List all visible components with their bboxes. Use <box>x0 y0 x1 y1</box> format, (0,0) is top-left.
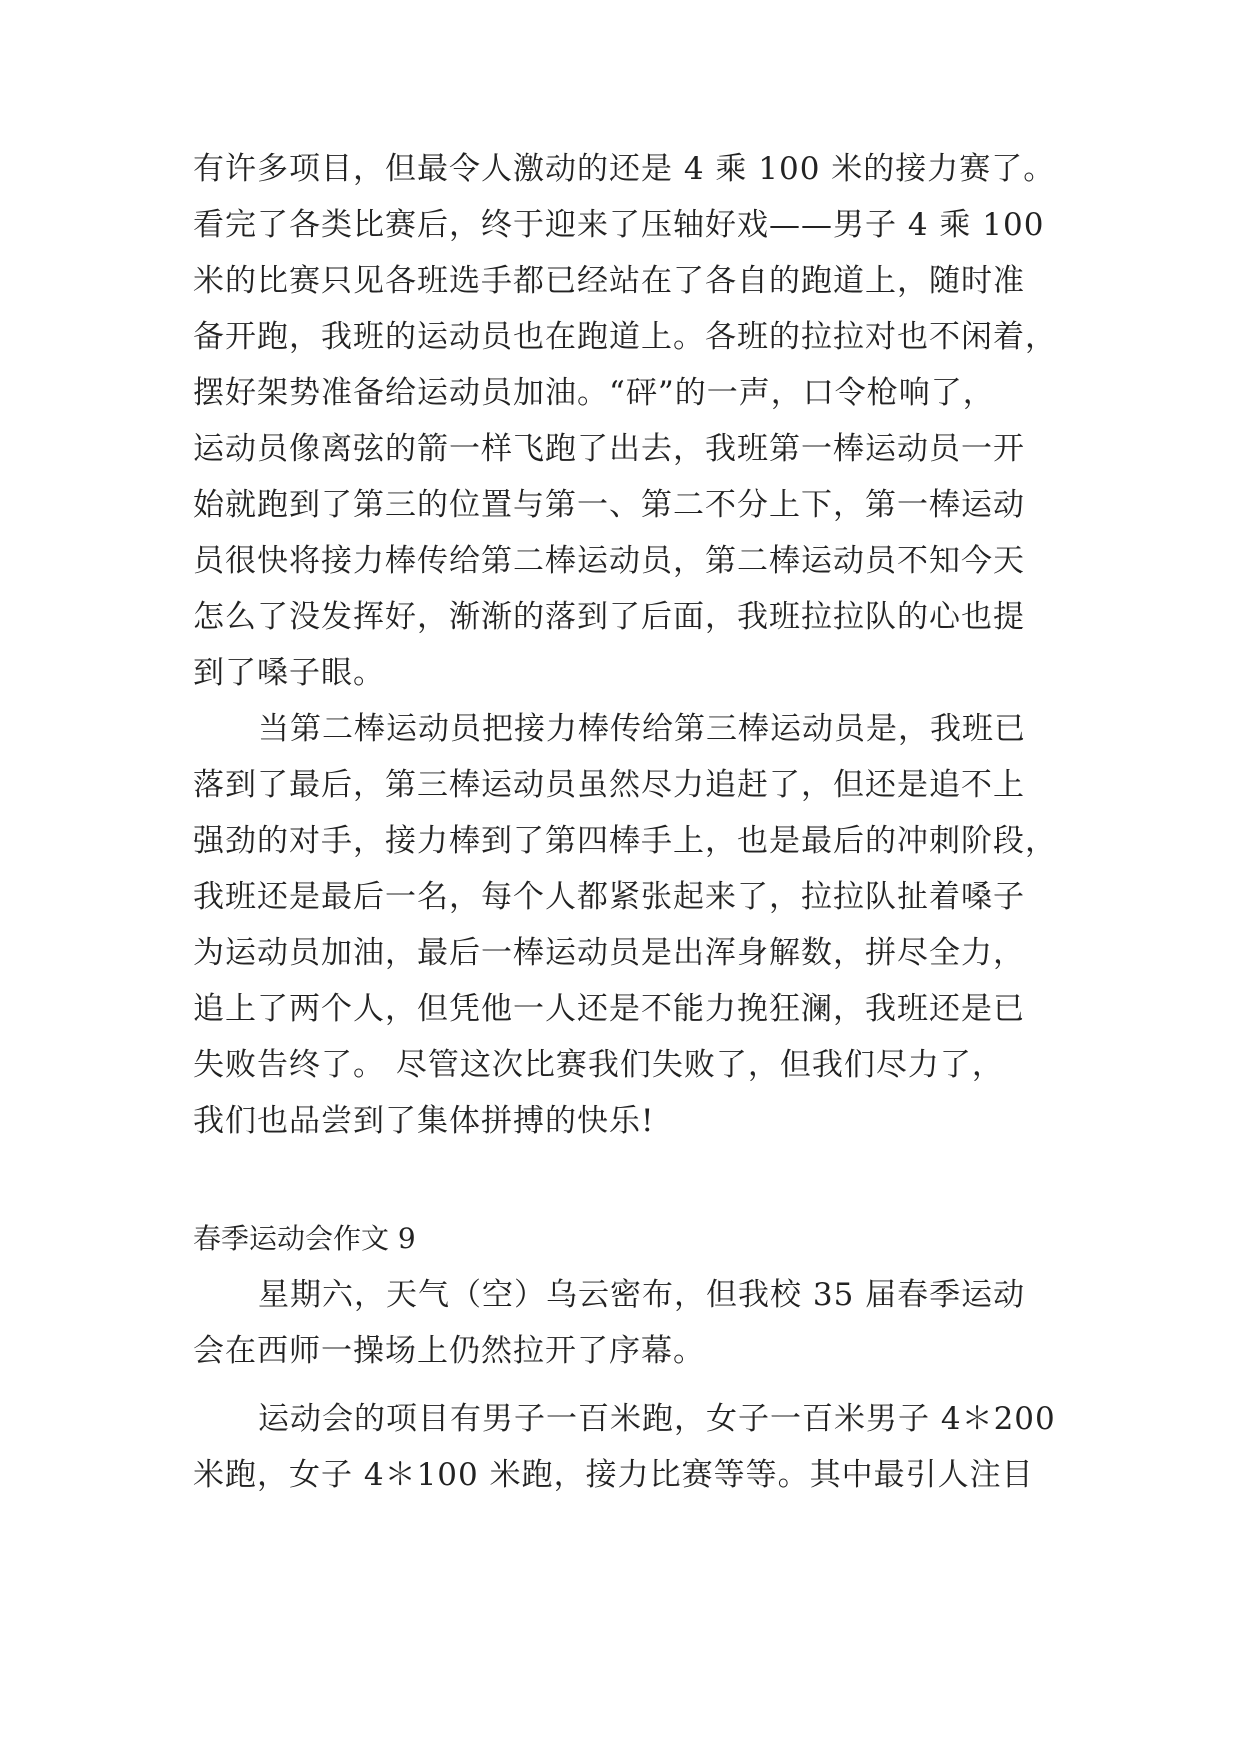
paragraph-2-line-6: 追上了两个人，但凭他一人还是不能力挽狂澜，我班还是已 <box>193 991 1025 1027</box>
paragraph-4-line-1: 运动会的项目有男子一百米跑，女子一百米男子 4＊200 <box>258 1401 1056 1437</box>
paragraph-2-line-1: 当第二棒运动员把接力棒传给第三棒运动员是，我班已 <box>258 711 1026 747</box>
paragraph-1-line-1: 有许多项目，但最令人激动的还是 4 乘 100 米的接力赛了。 <box>193 151 1056 187</box>
section-title: 春季运动会作文 9 <box>193 1222 416 1255</box>
paragraph-1-line-7: 始就跑到了第三的位置与第一、第二不分上下，第一棒运动 <box>193 487 1025 523</box>
paragraph-2-line-4: 我班还是最后一名，每个人都紧张起来了，拉拉队扯着嗓子 <box>193 879 1025 915</box>
paragraph-1-line-10: 到了嗓子眼。 <box>193 655 385 691</box>
paragraph-1-line-4: 备开跑，我班的运动员也在跑道上。各班的拉拉对也不闲着， <box>193 319 1057 355</box>
paragraph-1-line-8: 员很快将接力棒传给第二棒运动员，第二棒运动员不知今天 <box>193 543 1025 579</box>
paragraph-1-line-6: 运动员像离弦的箭一样飞跑了出去，我班第一棒运动员一开 <box>193 431 1025 467</box>
paragraph-1-line-9: 怎么了没发挥好，渐渐的落到了后面，我班拉拉队的心也提 <box>193 599 1025 635</box>
paragraph-2-line-3: 强劲的对手，接力棒到了第四棒手上，也是最后的冲刺阶段， <box>193 823 1057 859</box>
paragraph-1-line-2: 看完了各类比赛后，终于迎来了压轴好戏——男子 4 乘 100 <box>193 207 1045 243</box>
paragraph-2-line-8: 我们也品尝到了集体拼搏的快乐! <box>193 1103 655 1139</box>
paragraph-2-line-2: 落到了最后，第三棒运动员虽然尽力追赶了，但还是追不上 <box>193 767 1025 803</box>
paragraph-4-line-2: 米跑，女子 4＊100 米跑，接力比赛等等。其中最引人注目 <box>193 1457 1034 1493</box>
paragraph-3-line-1: 星期六，天气（空）乌云密布，但我校 35 届春季运动 <box>258 1277 1026 1313</box>
paragraph-1-line-3: 米的比赛只见各班选手都已经站在了各自的跑道上，随时准 <box>193 263 1025 299</box>
paragraph-2-line-7: 失败告终了。 尽管这次比赛我们失败了，但我们尽力了， <box>193 1047 1004 1083</box>
paragraph-3-line-2: 会在西师一操场上仍然拉开了序幕。 <box>193 1333 705 1369</box>
paragraph-1-line-5: 摆好架势准备给运动员加油。“砰”的一声，口令枪响了， <box>193 375 995 411</box>
paragraph-2-line-5: 为运动员加油，最后一棒运动员是出浑身解数，拼尽全力， <box>193 935 1025 971</box>
